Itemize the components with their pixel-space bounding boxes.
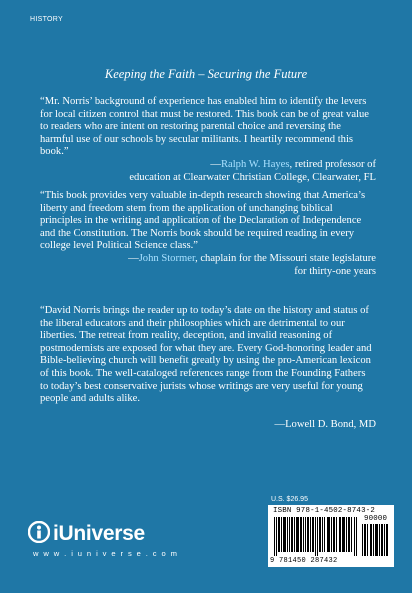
iuniverse-logo-icon	[28, 521, 50, 543]
publisher-url: w w w . i u n i v e r s e . c o m	[33, 549, 179, 558]
endorser-role-line2: education at Clearwater Christian College, Clearwater, FL	[129, 171, 376, 183]
ean-barcode-bars	[274, 517, 358, 556]
endorsement-stormer	[40, 190, 376, 278]
endorsement-attribution	[40, 253, 376, 278]
endorsement-text: “This book provides very valuable in-depth research showing that America’s liberty and freedom stem from the application of unchanging biblical principles in the writing and application of the Declaration of Independence and the Constitution. The Norris book should be required reading in every college level Political Science class.”	[40, 190, 366, 252]
endorser-role-line2: for thirty-one years	[294, 265, 376, 277]
endorser-role-line1: , chaplain for the Missouri state legislature	[195, 252, 376, 264]
attribution-dash: —	[128, 252, 139, 264]
endorsement-attribution: —Lowell D. Bond, MD	[274, 418, 376, 430]
addon-number: 90000	[364, 515, 388, 523]
isbn-barcode	[268, 505, 394, 567]
attribution-dash: —	[210, 158, 221, 170]
endorsement-text: “David Norris brings the reader up to today’s date on the history and status of the liberal educators and their philosophies which are detrimental to our liberties. The retreat from reality, deception, and invalid reasoning of postmodernists are exposed for what they are. Every God-honoring leader and Bible-believing church will benefit greatly by using the pro-American lexicon of this book. The well-cataloged references range from the Founding Fathers to today’s best conservative jurists whose writings are very useful for young people and adults alike.	[40, 305, 372, 405]
endorser-name: John Stormer	[138, 252, 196, 264]
endorsement-text: “Mr. Norris’ background of experience has enabled him to identify the levers for local citizen control that must be restored. This book can be of great value to readers who are intent on restoring parental choice and reversing the harmful use of our schools by secular militants. I heartily recommend this book.”	[40, 96, 369, 158]
publisher-name: iUniverse	[53, 522, 145, 545]
tagline: Keeping the Faith – Securing the Future	[104, 67, 308, 81]
endorser-role-line1: , retired professor of	[289, 158, 376, 170]
endorsement-bond	[40, 305, 376, 431]
isbn-number: ISBN 978-1-4502-8743-2	[273, 507, 375, 515]
addon-barcode-bars	[362, 524, 389, 556]
endorsement-attribution	[40, 159, 376, 184]
price-label: U.S. $26.95	[271, 496, 308, 503]
endorsement-hayes	[40, 96, 376, 184]
category-label: HISTORY	[30, 16, 63, 23]
ean-number: 9 781450 287432	[270, 557, 338, 565]
endorser-name: Ralph W. Hayes	[220, 158, 290, 170]
